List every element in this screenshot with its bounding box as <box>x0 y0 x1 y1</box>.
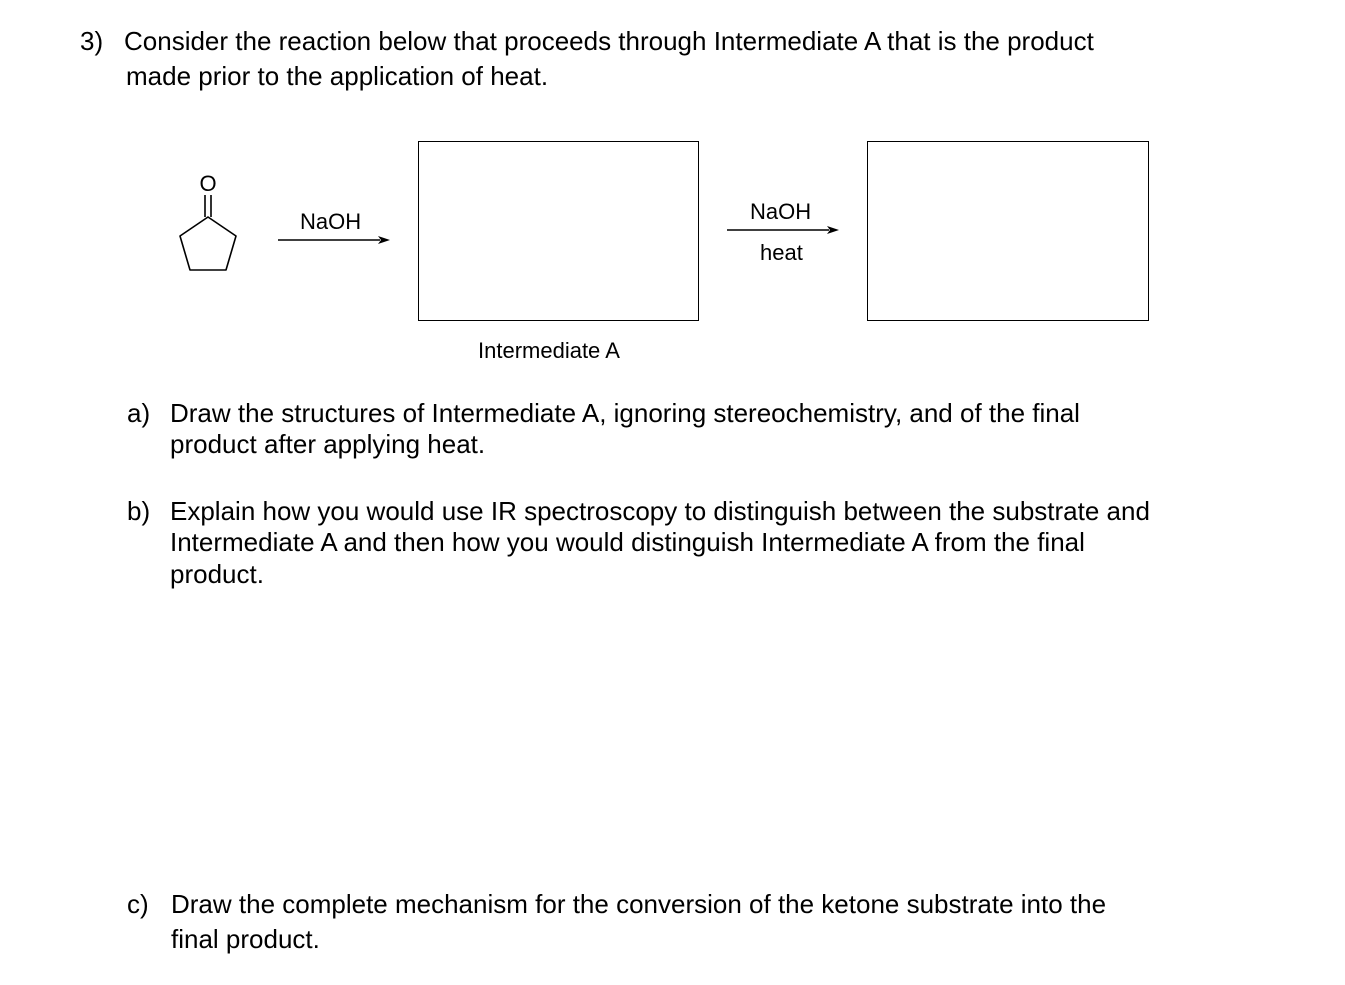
step1-arrow <box>278 234 393 246</box>
question-line-1: Consider the reaction below that proceeds through Intermediate A that is the product <box>124 26 1094 56</box>
intermediate-a-answer-box[interactable] <box>418 141 699 321</box>
intermediate-a-label: Intermediate A <box>478 338 620 363</box>
part-b-letter: b) <box>127 496 151 526</box>
part-c-letter: c) <box>127 889 149 919</box>
part-b-line-2: Intermediate A and then how you would distinguish Intermediate A from the final <box>170 527 1085 557</box>
part-c-line-1: Draw the complete mechanism for the conversion of the ketone substrate into the <box>171 889 1107 919</box>
part-a-line-2: product after applying heat. <box>170 429 486 459</box>
part-b-line-1: Explain how you would use IR spectroscopy to distinguish between the substrate and <box>170 496 1150 526</box>
step2-reagent-below: heat <box>760 240 803 265</box>
substrate-oxygen-label: O <box>199 171 217 196</box>
part-a-line-1: Draw the structures of Intermediate A, ignoring stereochemistry, and of the final <box>170 398 1080 428</box>
step2-reagent-above: NaOH <box>750 199 812 224</box>
part-b-line-3: product. <box>170 559 264 589</box>
question-line-2: made prior to the application of heat. <box>126 61 549 91</box>
question-number: 3) <box>80 26 104 56</box>
final-product-answer-box[interactable] <box>867 141 1149 321</box>
cyclopentanone-structure <box>170 165 250 275</box>
part-c-line-2: final product. <box>171 924 320 954</box>
part-a-letter: a) <box>127 398 151 428</box>
step2-arrow <box>727 224 842 236</box>
step1-reagent: NaOH <box>300 209 362 234</box>
